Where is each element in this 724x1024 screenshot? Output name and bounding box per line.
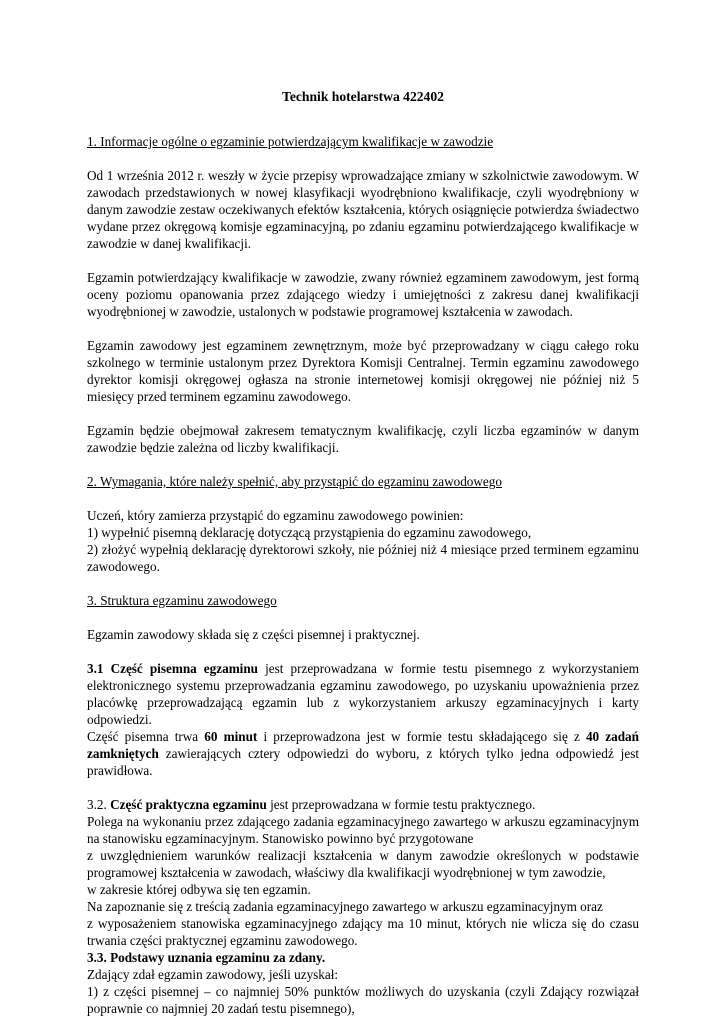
section-3-2-line-2: z uwzględnieniem warunków realizacji kształcenia w danym zawodzie określonych w podstawie programowej kształcenia w zawodach, właściwy dla kwalifikacji wyodrębnionej w tym zawodzie, — [87, 848, 639, 880]
section-3-1-title: Część pisemna egzaminu — [110, 661, 259, 676]
section-3-3-intro: Zdający zdał egzamin zawodowy, jeśli uzyskał: — [87, 967, 339, 982]
section-3-3-title: 3.3. Podstawy uznania egzaminu za zdany. — [87, 950, 326, 965]
section-3-2-line-5: z wyposażeniem stanowiska egzaminacyjnego zdający ma 10 minut, których nie wlicza się do czasu trwania części praktycznej egzaminu zawodowego. — [87, 916, 639, 948]
section-2-intro: Uczeń, który zamierza przystąpić do egzaminu zawodowego powinien: — [87, 508, 464, 523]
task-count: 40 zadań zamkniętych — [87, 729, 639, 761]
section-3-2-heading-line — [87, 796, 639, 813]
section-3-heading: 3. Struktura egzaminu zawodowego — [87, 593, 277, 608]
section-1-heading: 1. Informacje ogólne o egzaminie potwierdzającym kwalifikacje w zawodzie — [87, 134, 494, 149]
section-3-2-number: 3.2. — [87, 797, 111, 812]
duration-value: 60 minut — [204, 729, 258, 744]
section-3-2-line-3: w zakresie której odbywa się ten egzamin. — [87, 882, 311, 897]
section-3-1-text: jest przeprowadzana w formie testu pisemnego z wykorzystaniem elektronicznego systemu przeprowadzania egzaminu zawodowego, po uzyskaniu upoważnienia przez placówkę przeprowadzającą egzamin lub z wykorzystaniem arkuszy egzaminacyjnych i karty odpowiedzi. — [87, 661, 640, 727]
requirement-item-1: 1) wypełnić pisemną deklarację dotyczącą przystąpienia do egzaminu zawodowego, — [87, 525, 532, 540]
section-3-2-text: jest przeprowadzana w formie testu praktycznego. — [266, 797, 536, 812]
section-3-2-line-4: Na zapoznanie się z treścią zadania egzaminacyjnego zawartego w arkuszu egzaminacyjnym oraz — [87, 899, 603, 914]
section-3-2-line-1: Polega na wykonaniu przez zdającego zadania egzaminacyjnego zawartego w arkuszu egzaminacyjnym na stanowisku egzaminacyjnym. Stanowisko powinno być przygotowane — [87, 814, 639, 846]
section-3-1-paragraph — [87, 660, 639, 728]
section-3-3-heading — [87, 949, 639, 966]
document-content — [87, 88, 639, 1017]
section-1-paragraph-1: Od 1 września 2012 r. weszły w życie przepisy wprowadzające zmiany w szkolnictwie zawodowym. W zawodach przedstawionych w nowej klasyfikacji wyodrębniono kwalifikacje, czyli wyodrębniony w danym zawodzie zestaw oczekiwanych efektów kształcenia, których osiągnięcie potwierdza świadectwo wydane przez okręgową komisje egzaminacyjną, po zdaniu egzaminu potwierdzającego kwalifikacje w zawodzie w danej kwalifikacji. — [87, 168, 639, 251]
duration-text-c: zawierających cztery odpowiedzi do wyboru, z których tylko jedna odpowiedź jest prawidłowa. — [87, 746, 639, 778]
section-3-2-title: Część praktyczna egzaminu — [110, 797, 267, 812]
page-title: Technik hotelarstwa 422402 — [282, 89, 444, 104]
section-1-paragraph-2: Egzamin potwierdzający kwalifikacje w zawodzie, zwany również egzaminem zawodowym, jest formą oceny poziomu opanowania przez zdającego wiedzy i umiejętności z zakresu danej kwalifikacji wyodrębnionej w zawodzie, ustalonych w podstawie programowej kształcenia w zawodach. — [87, 270, 639, 319]
duration-text-b: i przeprowadzona jest w formie testu składającego się z — [257, 729, 586, 744]
section-3-1-number: 3.1 — [87, 661, 111, 676]
section-1-paragraph-4: Egzamin będzie obejmował zakresem tematycznym kwalifikację, czyli liczba egzaminów w danym zawodzie będzie zależna od liczby kwalifikacji. — [87, 423, 639, 455]
duration-text-a: Część pisemna trwa — [87, 729, 205, 744]
section-3-1-duration — [87, 728, 639, 779]
section-1-paragraph-3: Egzamin zawodowy jest egzaminem zewnętrznym, może być przeprowadzany w ciągu całego roku szkolnego w terminie ustalonym przez Dyrektora Komisji Centralnej. Termin egzaminu zawodowego dyrektor komisji okręgowej ogłasza na stronie internetowej komisji okręgowej nie później niż 5 miesięcy przed terminem egzaminu zawodowego. — [87, 338, 639, 404]
section-3-intro: Egzamin zawodowy składa się z części pisemnej i praktycznej. — [87, 627, 420, 642]
section-2-heading: 2. Wymagania, które należy spełnić, aby przystąpić do egzaminu zawodowego — [87, 474, 502, 489]
requirement-item-2: 2) złożyć wypełnią deklarację dyrektorowi szkoły, nie później niż 4 miesiące przed terminem egzaminu zawodowego. — [87, 542, 639, 574]
section-2-requirements — [87, 507, 639, 575]
section-3-3-item-1: 1) z części pisemnej – co najmniej 50% punktów możliwych do uzyskania (czyli Zdający rozwiązał poprawnie co najmniej 20 zadań testu pisemnego), — [87, 984, 639, 1016]
